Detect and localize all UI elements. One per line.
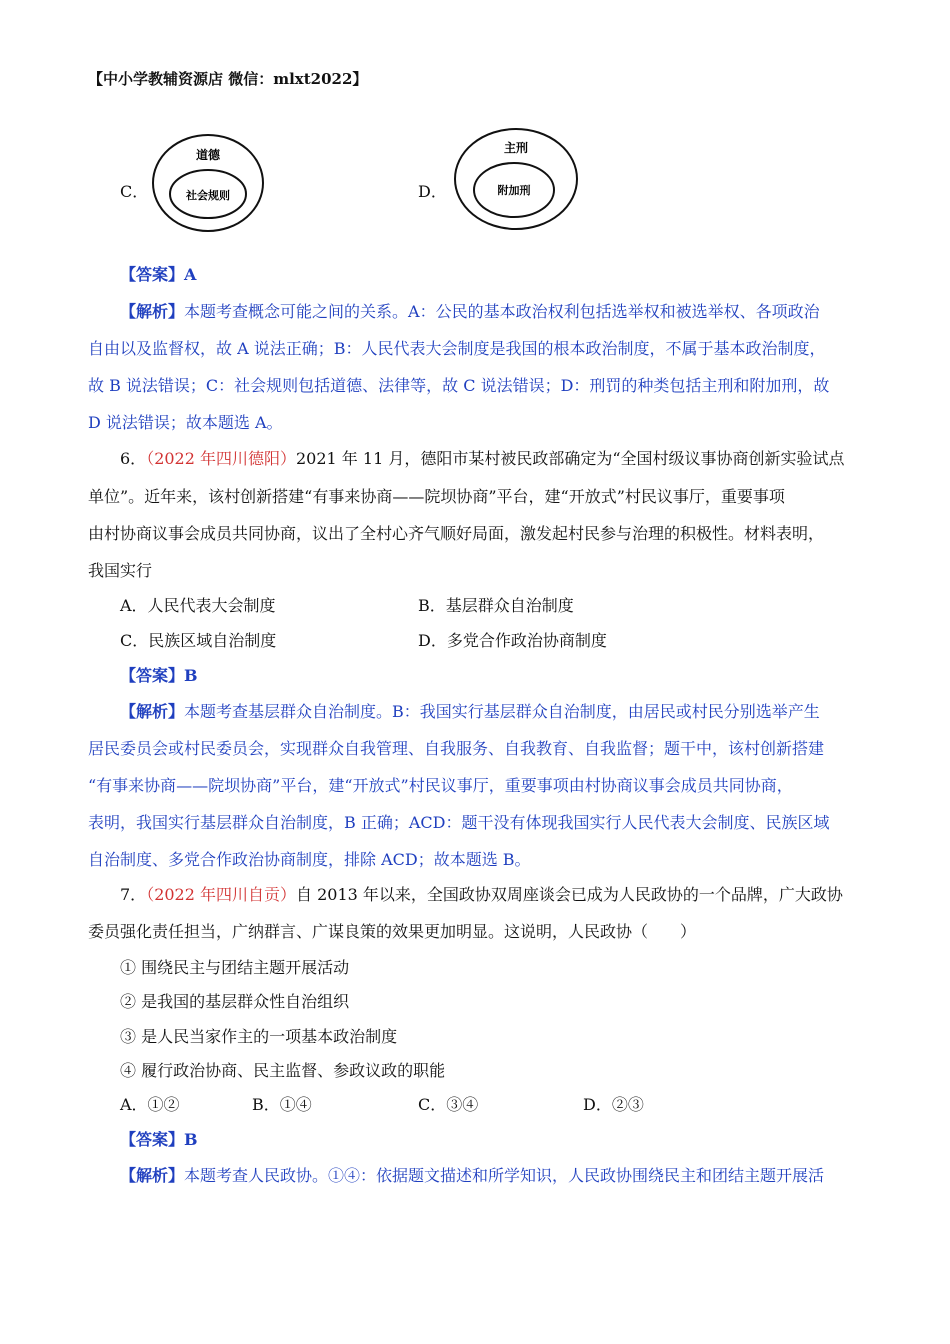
q7-option-c: C．③④ [418, 1095, 479, 1114]
q5-answer-tag: 【答案】 [120, 265, 185, 284]
q7-stem-line-1: 7．（2022 年四川自贡）自 2013 年以来，全国政协双周座谈会已成为人民政协的一个品牌，广大政协 [120, 885, 843, 904]
q6-option-c: C．民族区域自治制度 [120, 631, 277, 650]
q7-option-d: D．②③ [583, 1095, 644, 1114]
q6-number: 6． [120, 449, 147, 468]
q7-number: 7． [120, 885, 147, 904]
diagram-c-inner-label: 社会规则 [186, 189, 230, 202]
option-d-label: D． [418, 182, 447, 201]
diagram-d-outer-label: 主刑 [503, 141, 529, 155]
q6-answer-tag: 【答案】 [120, 666, 185, 685]
q7-stem-line-2: 委员强化责任担当，广纳群言、广谋良策的效果更加明显。这说明，人民政协（ ） [88, 922, 697, 941]
q7-answer-tag: 【答案】 [120, 1130, 185, 1149]
q6-analysis-tag: 【解析】 [120, 702, 185, 721]
q6-analysis-line-1: 【解析】本题考查基层群众自治制度。B：我国实行基层群众自治制度，由居民或村民分别选举产生 [120, 702, 820, 721]
q6-analysis-line-4: 表明，我国实行基层群众自治制度，B 正确；ACD：题干没有体现我国实行人民代表大会制度、民族区域 [88, 813, 830, 832]
q6-stem-line-4: 我国实行 [88, 561, 153, 580]
diagram-c-outer-label: 道德 [195, 148, 221, 162]
q7-option-b: B．①④ [252, 1095, 312, 1114]
q7-answer-value: B [184, 1130, 198, 1149]
diagram-c [150, 132, 266, 234]
diagram-d [452, 126, 582, 232]
q6-answer-value: B [184, 666, 198, 685]
q6-option-a: A．人民代表大会制度 [120, 596, 276, 615]
q5-answer [120, 262, 196, 285]
option-c-label: C． [120, 182, 149, 201]
q7-item-3: ③ 是人民当家作主的一项基本政治制度 [120, 1027, 398, 1046]
q5-answer-value: A [184, 265, 197, 284]
q6-stem-line-1: 6．（2022 年四川德阳）2021 年 11 月，德阳市某村被民政部确定为“全国村级议事协商创新实验试点 [120, 449, 845, 468]
q5-analysis-line-1: 【解析】本题考查概念可能之间的关系。A：公民的基本政治权利包括选举权和被选举权、各项政治 [120, 302, 820, 321]
q5-analysis-line-3: 故 B 说法错误；C：社会规则包括道德、法律等，故 C 说法错误；D：刑罚的种类包括主刑和附加刑，故 [88, 376, 830, 395]
q6-stem-line-3: 由村协商议事会成员共同协商，议出了全村心齐气顺好局面，激发起村民参与治理的积极性。材料表明， [88, 524, 825, 543]
q5-analysis-tag: 【解析】 [120, 302, 185, 321]
q6-analysis-line-2: 居民委员会或村民委员会，实现群众自我管理、自我服务、自我教育、自我监督；题干中，该村创新搭建 [88, 739, 825, 758]
q6-option-b: B．基层群众自治制度 [418, 596, 574, 615]
q7-answer [120, 1127, 198, 1150]
q7-item-4: ④ 履行政治协商、民主监督、参政议政的职能 [120, 1061, 446, 1080]
q7-item-1: ① 围绕民主与团结主题开展活动 [120, 958, 350, 977]
page-header: 【中小学教辅资源店 微信：mlxt2022】 [88, 70, 368, 88]
q6-answer [120, 663, 198, 686]
q6-analysis-line-5: 自治制度、多党合作政治协商制度，排除 ACD；故本题选 B。 [88, 850, 531, 869]
q6-option-d: D．多党合作政治协商制度 [418, 631, 607, 650]
q5-analysis-line-2: 自由以及监督权，故 A 说法正确；B：人民代表大会制度是我国的根本政治制度，不属于基本政治制度， [88, 339, 826, 358]
diagram-d-inner-label: 附加刑 [497, 184, 531, 197]
q7-analysis-line-1: 【解析】本题考查人民政协。①④：依据题文描述和所学知识，人民政协围绕民主和团结主题开展活 [120, 1166, 825, 1185]
q6-analysis-line-3: “有事来协商——院坝协商”平台，建“开放式”村民议事厅，重要事项由村协商议事会成员共同协商， [88, 776, 793, 795]
q7-analysis-tag: 【解析】 [120, 1166, 185, 1185]
q7-item-2: ② 是我国的基层群众性自治组织 [120, 992, 350, 1011]
q7-option-a: A．①② [120, 1095, 180, 1114]
q5-analysis-line-4: D 说法错误；故本题选 A。 [88, 413, 283, 432]
q7-source: （2022 年四川自贡） [146, 885, 296, 904]
q6-source: （2022 年四川德阳） [146, 449, 296, 468]
q6-stem-line-2: 单位”。近年来，该村创新搭建“有事来协商——院坝协商”平台，建“开放式”村民议事厅，重要事项 [88, 487, 785, 506]
